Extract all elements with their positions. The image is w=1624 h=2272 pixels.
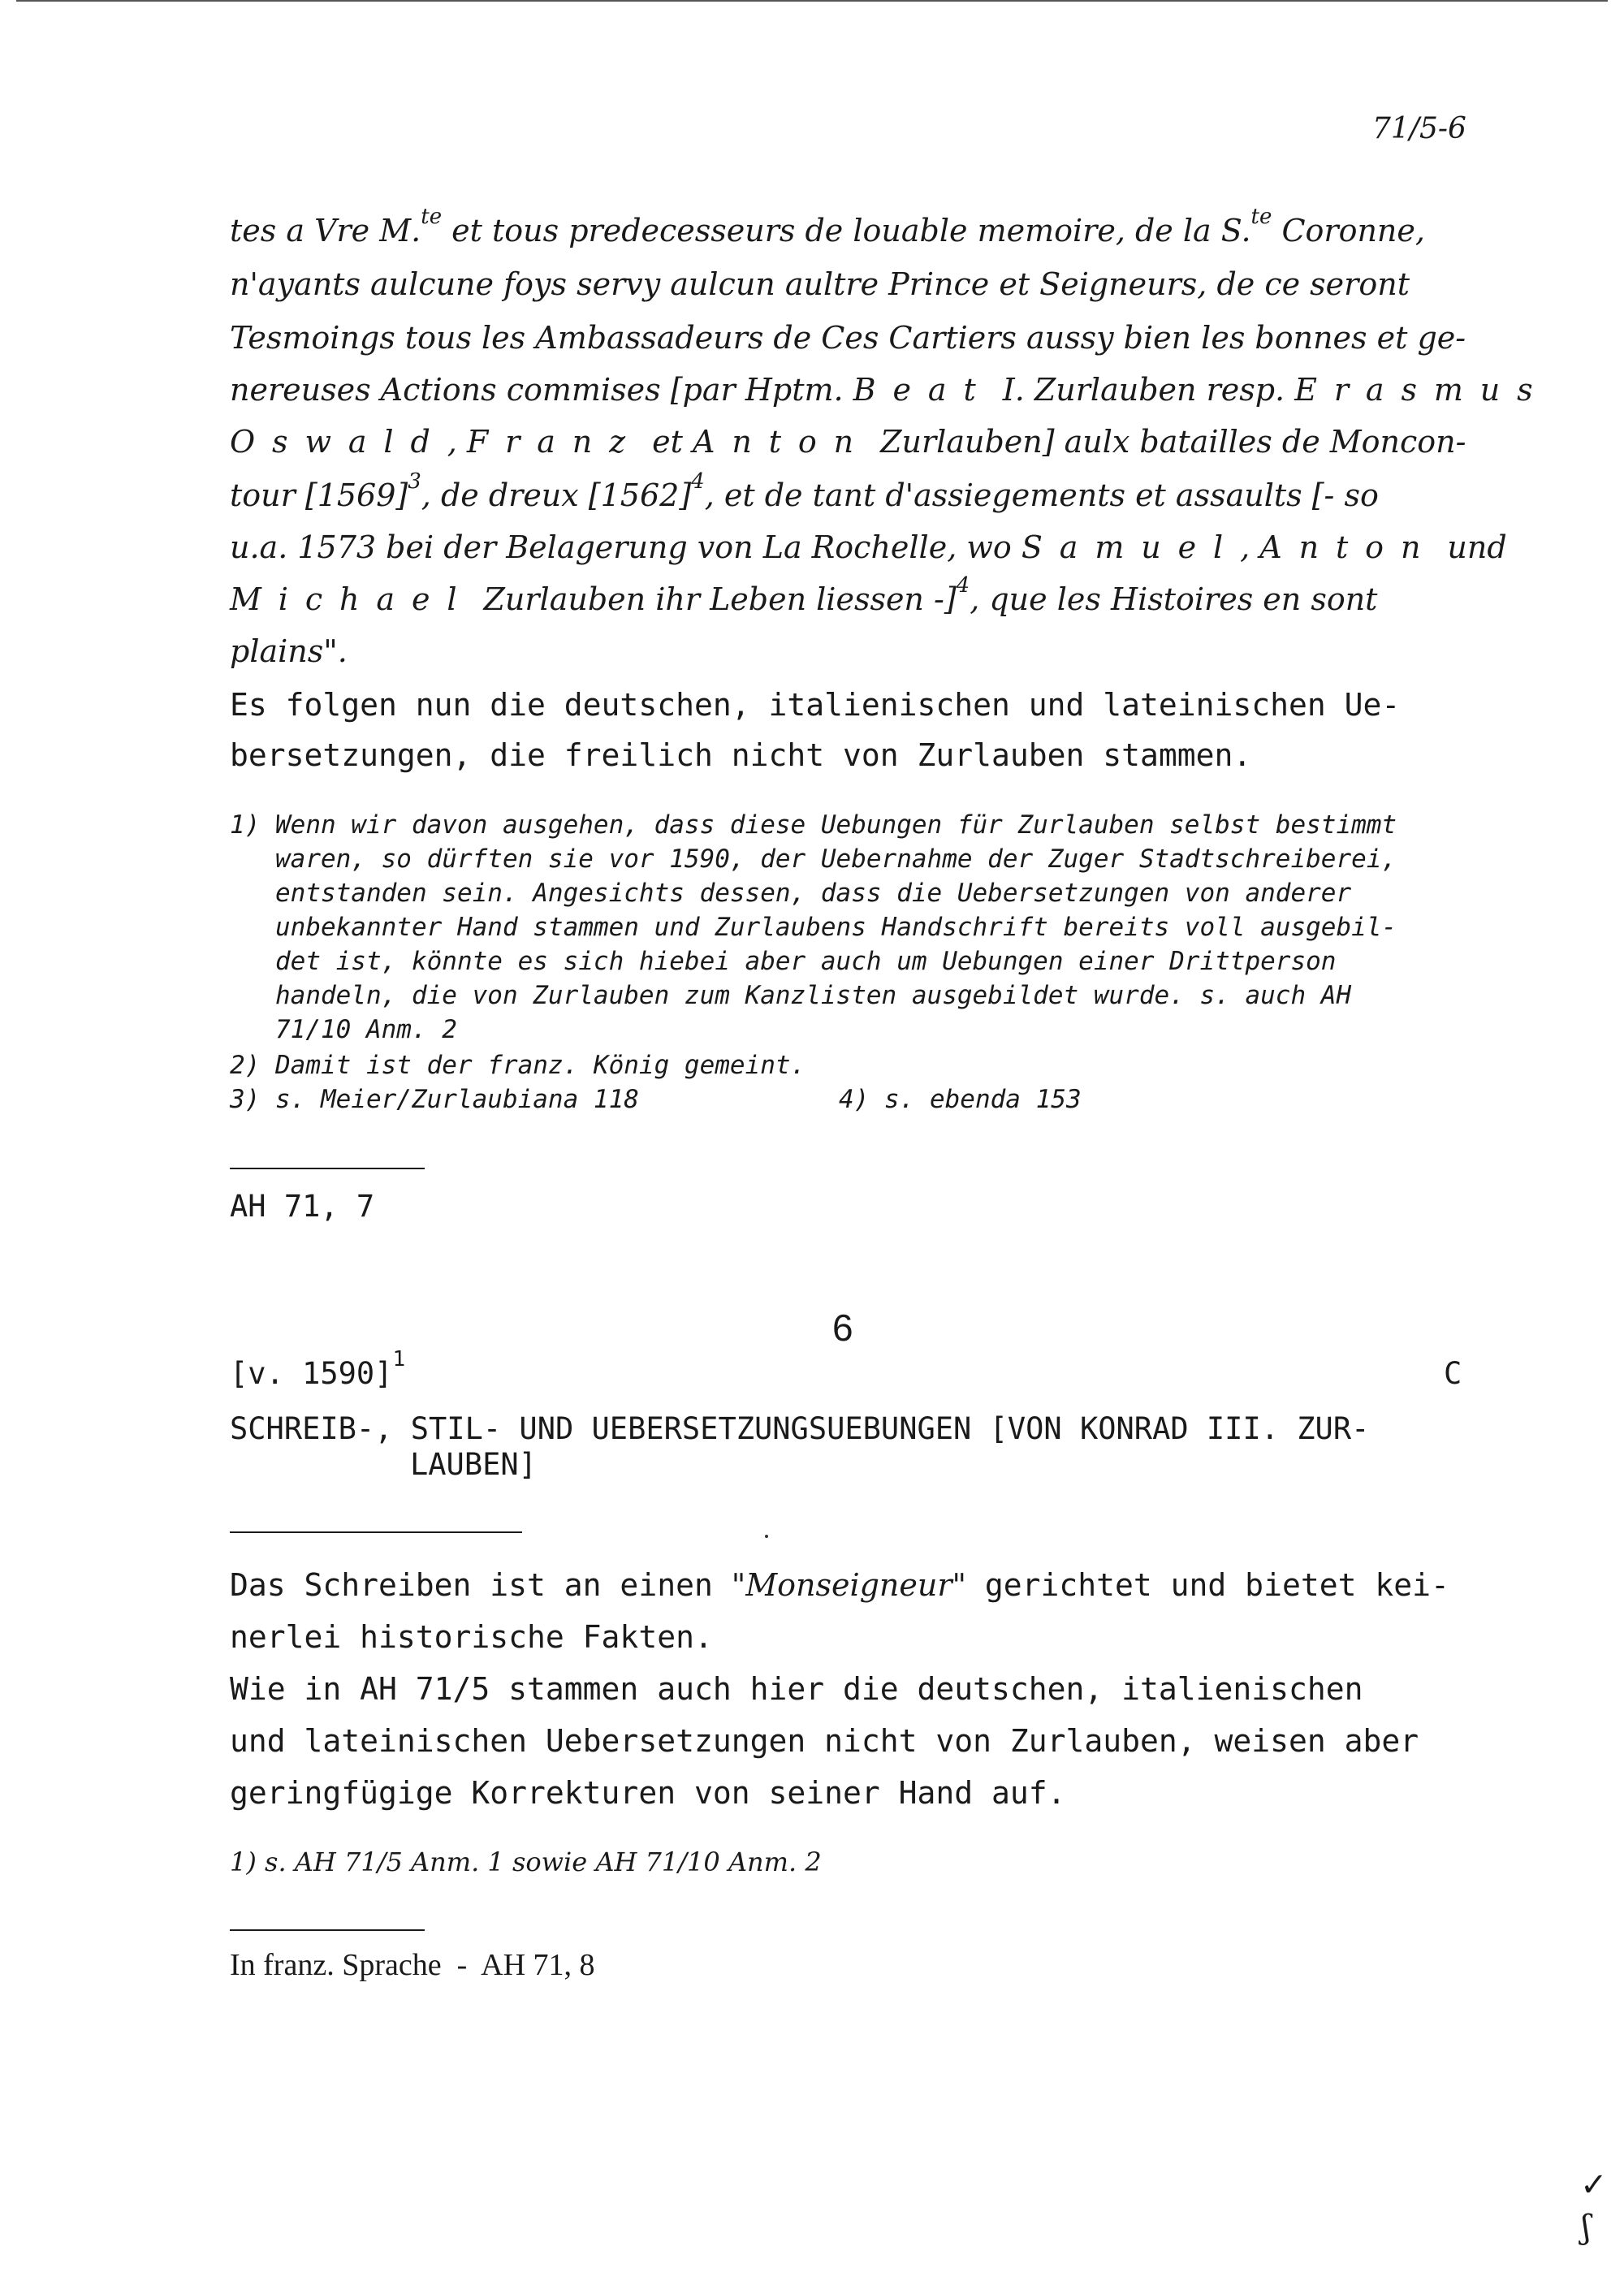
- body-line-1: Das Schreiben ist an einen "Monseigneur" gerichtet und bietet kei-: [230, 1567, 1449, 1603]
- footnote-line: 2) Damit ist der franz. König gemeint.: [230, 1051, 806, 1080]
- stray-dot: [765, 1535, 768, 1538]
- letter-line-5: Oswald, Franz et Anton Zurlauben] aulx batailles de Moncon-: [230, 424, 1466, 460]
- entry-number: 6: [832, 1307, 853, 1349]
- separator-rule: [230, 1929, 425, 1931]
- letter-line-1: tes a Vre M.$^{te}$ et tous predecesseurs de louable memoire, de la S.$^{te}$ Coronne,: [230, 205, 1425, 248]
- footnote-line: waren, so dürften sie vor 1590, der Uebernahme der Zuger Stadtschreiberei,: [230, 844, 1397, 874]
- entry-date: [v. 1590]$^1$: [230, 1347, 406, 1391]
- summary-line-2: bersetzungen, die freilich nicht von Zurlauben stammen.: [230, 737, 1252, 773]
- archive-reference: AH 71, 7: [230, 1189, 375, 1224]
- separator-rule: [230, 1531, 522, 1533]
- top-border-line: [16, 0, 1608, 2]
- footnote-4: 4) s. ebenda 153: [839, 1085, 1082, 1114]
- letter-line-7: u.a. 1573 bei der Belagerung von La Rochelle, wo Samuel, Anton und: [230, 529, 1507, 565]
- entry-code: C: [1444, 1356, 1462, 1391]
- letter-line-6: tour $[1569]^3$, de dreux $[1562]^4$, et de tant d'assiegements et assaults [- so: [230, 469, 1379, 513]
- letter-line-8: Michael Zurlauben ihr Leben liessen -]$^4$, que les Histoires en sont: [230, 573, 1378, 617]
- footnote-line: det ist, könnte es sich hiebei aber auch um Uebungen einer Drittperson: [230, 947, 1337, 976]
- footnote-line: 71/10 Anm. 2: [230, 1015, 457, 1044]
- footnote-3: 3) s. Meier/Zurlaubiana 118: [230, 1085, 639, 1114]
- checkmark-icon: ✓: [1580, 2166, 1608, 2204]
- entry-title-cont: LAUBEN]: [410, 1447, 537, 1482]
- body-line-3: Wie in AH 71/5 stammen auch hier die deutschen, italienischen: [230, 1671, 1363, 1707]
- footnote-line: handeln, die von Zurlauben zum Kanzlisten ausgebildet wurde. s. auch AH: [230, 981, 1352, 1010]
- body-line-2: nerlei historische Fakten.: [230, 1619, 713, 1655]
- language-note: In franz. Sprache - AH 71, 8: [230, 1948, 595, 1982]
- footnote-b: 1) s. AH 71/5 Anm. 1 sowie AH 71/10 Anm. 2: [230, 1847, 822, 1877]
- letter-line-2: n'ayants aulcune foys servy aulcun aultre Prince et Seigneurs, de ce seront: [230, 266, 1410, 302]
- separator-rule: [230, 1168, 425, 1169]
- letter-line-3: Tesmoings tous les Ambassadeurs de Ces Cartiers aussy bien les bonnes et ge-: [230, 320, 1466, 356]
- body-line-5: geringfügige Korrekturen von seiner Hand auf.: [230, 1775, 1066, 1811]
- letter-line-4: nereuses Actions commises [par Hptm. Beat I. Zurlauben resp. Erasmus: [230, 372, 1550, 408]
- entry-title: SCHREIB-, STIL- UND UEBERSETZUNGSUEBUNGEN [VON KONRAD III. ZUR-: [230, 1411, 1370, 1446]
- summary-line-1: Es folgen nun die deutschen, italienischen und lateinischen Ue-: [230, 687, 1401, 723]
- footnote-line: 1) Wenn wir davon ausgehen, dass diese Uebungen für Zurlauben selbst bestimmt: [230, 810, 1397, 840]
- margin-hook-mark: ʃ: [1582, 2209, 1591, 2246]
- footnote-line: unbekannter Hand stammen und Zurlaubens Handschrift bereits voll ausgebil-: [230, 913, 1397, 942]
- page-reference: 71/5-6: [1372, 112, 1466, 145]
- letter-line-9: plains".: [230, 633, 348, 669]
- body-line-4: und lateinischen Uebersetzungen nicht von Zurlauben, weisen aber: [230, 1723, 1419, 1759]
- footnote-line: entstanden sein. Angesichts dessen, dass die Uebersetzungen von anderer: [230, 879, 1352, 908]
